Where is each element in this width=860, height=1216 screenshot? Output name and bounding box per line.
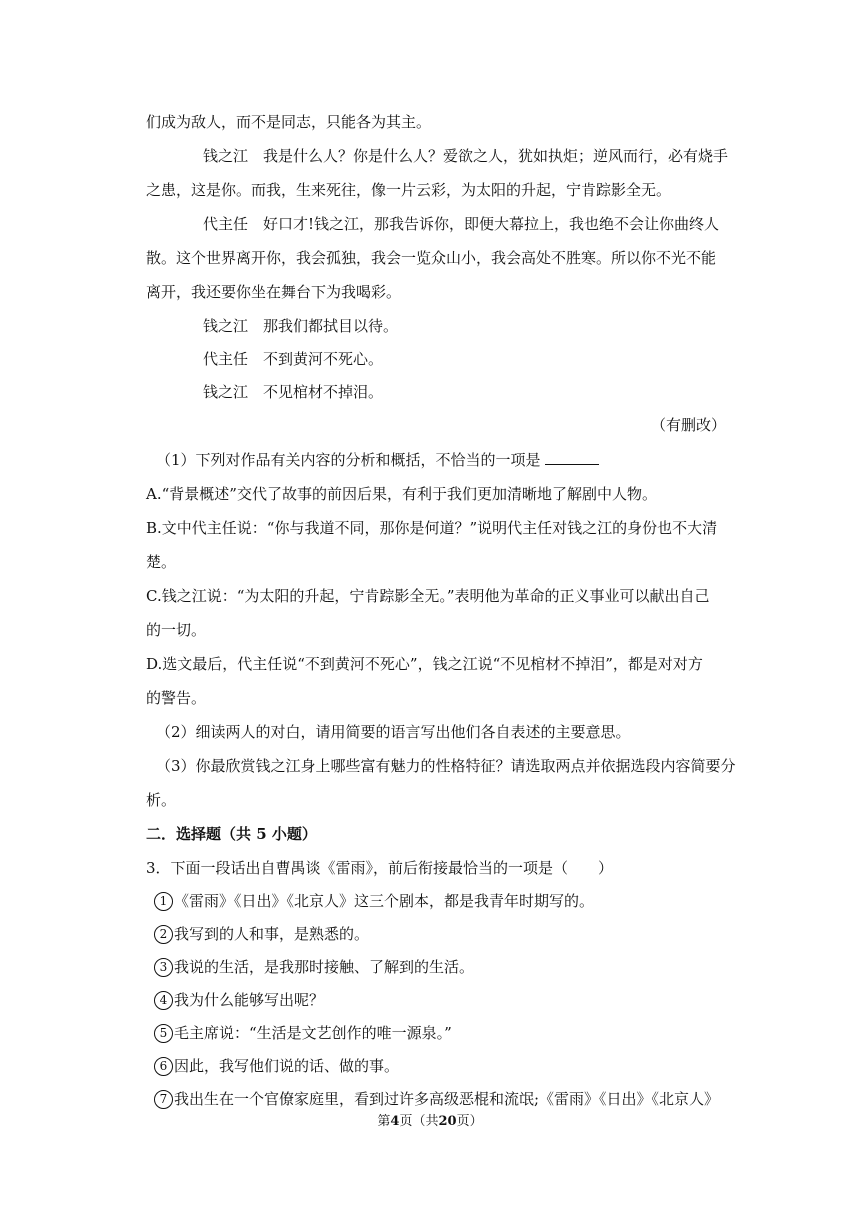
passage-line: 们成为敌人，而不是同志，只能各为其主。 — [146, 113, 432, 131]
list-item-text: 我说的生活，是我那时接触、了解到的生活。 — [174, 958, 475, 976]
q1-stem — [156, 450, 599, 470]
circled-number: 2 — [154, 925, 173, 944]
list-item-text: 我写到的人和事，是熟悉的。 — [174, 925, 370, 943]
answer-blank — [545, 450, 599, 465]
list-item — [154, 1056, 399, 1077]
list-item-text: 我为什么能够写出呢？ — [174, 991, 325, 1009]
list-item — [154, 891, 594, 912]
circled-number: 1 — [154, 892, 173, 911]
q2-stem: （2）细读两人的对白，请用简要的语言写出他们各自表述的主要意思。 — [156, 723, 631, 741]
circled-number: 5 — [154, 1024, 173, 1043]
q3-stem: （3）你最欣赏钱之江身上哪些富有魅力的性格特征？请选取两点并依据选段内容简要分 — [156, 757, 736, 775]
option-d-cont: 的警告。 — [146, 689, 207, 707]
passage-line: 代主任 不到黄河不死心。 — [203, 350, 384, 368]
option-b: B.文中代主任说：“你与我道不同，那你是何道？”说明代主任对钱之江的身份也不大清 — [146, 519, 718, 537]
list-item-text: 《雷雨》《日出》《北京人》这三个剧本，都是我青年时期写的。 — [174, 892, 595, 910]
passage-line: 散。这个世界离开你，我会孤独，我会一览众山小，我会高处不胜寒。所以你不光不能 — [146, 249, 717, 267]
passage-line: 离开，我还要你坐在舞台下为我喝彩。 — [146, 283, 402, 301]
passage-line: 之患，这是你。而我，生来死往，像一片云彩，为太阳的升起，宁肯踪影全无。 — [146, 181, 672, 199]
list-item — [154, 990, 324, 1011]
question-3-stem: 3．下面一段话出自曹禺谈《雷雨》，前后衔接最恰当的一项是（ ） — [146, 859, 614, 877]
total-pages: 20 — [438, 1114, 457, 1129]
option-a: A.“背景概述”交代了故事的前因后果，有利于我们更加清晰地了解剧中人物。 — [146, 485, 657, 503]
q1-stem-text: （1）下列对作品有关内容的分析和概括，不恰当的一项是 — [156, 451, 541, 469]
q3-stem-cont: 析。 — [146, 791, 177, 809]
circled-number: 6 — [154, 1057, 173, 1076]
footer-mid: 页（共 — [399, 1114, 439, 1129]
option-d: D.选文最后，代主任说“不到黄河不死心”，钱之江说“不见棺材不掉泪”，都是对对方 — [146, 655, 703, 673]
list-item-text: 我出生在一个官僚家庭里，看到过许多高级恶棍和流氓;《雷雨》《日出》《北京人》 — [174, 1090, 720, 1108]
footer-prefix: 第 — [377, 1114, 391, 1129]
revision-note: （有删改） — [650, 416, 726, 434]
option-c-cont: 的一切。 — [146, 621, 207, 639]
list-item — [154, 1023, 452, 1044]
passage-line: 钱之江 我是什么人？你是什么人？爱欲之人，犹如执炬；逆风而行，必有烧手 — [203, 147, 729, 165]
list-item — [154, 957, 474, 978]
option-c: C.钱之江说：“为太阳的升起，宁肯踪影全无。”表明他为革命的正义事业可以献出自己 — [146, 587, 710, 605]
list-item — [154, 1089, 719, 1110]
passage-line: 钱之江 不见棺材不掉泪。 — [203, 383, 384, 401]
section-heading: 二．选择题（共 5 小题） — [146, 825, 317, 843]
passage-line: 钱之江 那我们都拭目以待。 — [203, 317, 399, 335]
circled-number: 3 — [154, 958, 173, 977]
footer-suffix: 页） — [456, 1114, 483, 1129]
passage-line: 代主任 好口才!钱之江，那我告诉你，即便大幕拉上，我也绝不会让你曲终人 — [203, 215, 720, 233]
list-item-text: 毛主席说：“生活是文艺创作的唯一源泉。” — [174, 1024, 452, 1042]
option-b-cont: 楚。 — [146, 553, 177, 571]
list-item — [154, 924, 369, 945]
list-item-text: 因此，我写他们说的话、做的事。 — [174, 1057, 400, 1075]
circled-number: 4 — [154, 991, 173, 1010]
circled-number: 7 — [154, 1090, 173, 1109]
page-number: 4 — [390, 1114, 400, 1129]
page-footer — [0, 1113, 860, 1131]
